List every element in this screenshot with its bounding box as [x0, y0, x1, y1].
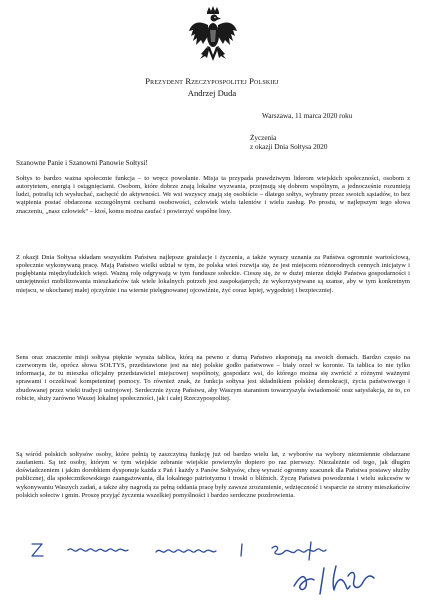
body-paragraph: Sens oraz znaczenie misji sołtysa pięknie wyraża tablica, którą na pewno z dumą Państwo eksponują na swoich domach. Bardzo często na czerwonym tle, oprócz słowa SOŁTYS, przedstawione jest na niej polskie godło państwowe – biały orzeł w koronie. Ta tablica to nie tylko informacja, że tu mieszka oficjalny przedstawiciel miejscowej wspólnoty, gospodarz wsi, do którego można się zwrócić z różnymi ważnymi sprawami i oczekiwać kompetentnej pomocy. To również znak, że funkcja sołtysa jest składnikiem polskiej demokracji, życia państwowego i zbudowanej przez wieki tradycji ustrojowej. Serdecznie życzę Państwu, aby Waszym staraniom towarzyszyła świadomość oraz satysfakcja, że to, co robicie, służy zarówno Waszej lokalnej społeczności, jak i całej Rzeczypospolitej.	[16, 354, 410, 402]
body-paragraph: Sołtys to bardzo ważna społecznie funkcja – to wręcz powołanie. Misja ta przypada prawdziwym liderom wiejskich społeczności, osobom z autorytetem, energią i osiągnięciami. Osobom, które dobrze znają lokalne wyzwania, przejmują się dobrem wspólnym, a jednocześnie rozumieją ludzi, potrafią ich wysłuchać, zachęcić do aktywności. We wsi wszyscy znają się osobiście – dlatego sołtys, wybrany przez swoich sąsiadów, to bez wątpienia postać obdarzona szczególnymi cechami osobowości, człowiek wielu talentów i wielu zasług. Po prostu, w najlepszym tego słowa znaczeniu, „nasz człowiek” – ktoś, komu można zaufać i powierzyć wspólne losy.	[16, 175, 410, 215]
body-paragraph: Są wśród polskich sołtysów osoby, które pełnią tę zaszczytną funkcję już od bardzo wielu lat, z wyborów na wybory niezmiennie obdarzane zaufaniem. Są też osoby, którym w tym wiejskie zebranie wiejskie powierzyło dopiero po raz pierwszy. Niezależnie od tego, jak długim doświadczeniem i jakim dorobkiem dysponuje każda z Pań i każdy z Panów Sołtysów, chcę wyrazić ogromny szacunek dla Państwa postawy służby publicznej, dla społecznikowskiego zaangażowania, dla lokalnego patriotyzmu i troski o bliźnich. Życzę Państwu powodzenia i wielu sukcesów w wykonywaniu Waszych zadań, a także aby nagrodą za pełną oddania pracę były zawsze zrozumienie, wdzięczność i wsparcie ze strony mieszkańców polskich sołectw i gmin. Proszę przyjąć życzenia wszelkiej pomyślności i bardzo serdeczne pozdrowienia.	[16, 451, 410, 499]
sender-title: Prezydent Rzeczypospolitej Polskiej	[145, 76, 279, 86]
sender-name: Andrzej Duda	[187, 88, 237, 98]
subject-line-2: z okazji Dnia Sołtysa 2020	[250, 143, 328, 151]
letter-subject	[250, 134, 327, 152]
handwritten-note	[28, 538, 348, 562]
white-eagle-emblem-icon	[188, 5, 238, 69]
subject-line-1: Życzenia	[250, 134, 277, 142]
place-and-date: Warszawa, 11 marca 2020 roku	[262, 112, 353, 120]
salutation: Szanowne Panie i Szanowni Panowie Sołtysi!	[16, 159, 148, 167]
body-paragraph: Z okazji Dnia Sołtysa składam wszystkim Państwu najlepsze gratulacje i życzenia, a także wyrazy uznania za Państwa ogromnie wartościową, społecznie wykonywaną pracę. Mają Państwo wielki udział w tym, że polska wieś rozwija się, że jest miejscem różnorodnych cennych inicjatyw i pogłębiania międzyludzkich więzi. Ważną rolę odgrywają w tym fundusze sołeckie. Cieszę się, że w dużej mierze dzięki Państwa gospodarności i umiejętności mobilizowania mieszkańców tak wiele lokalnych potrzeb jest zaspokajanych; że wykorzystywane są szanse, aby w tym konkretnym miejscu, w ukochanej małej ojczyźnie i na wiernie pielęgnowanej ojcowiźnie, żyć coraz lepiej, wygodniej i bezpieczniej.	[16, 254, 410, 294]
signature	[290, 562, 410, 596]
